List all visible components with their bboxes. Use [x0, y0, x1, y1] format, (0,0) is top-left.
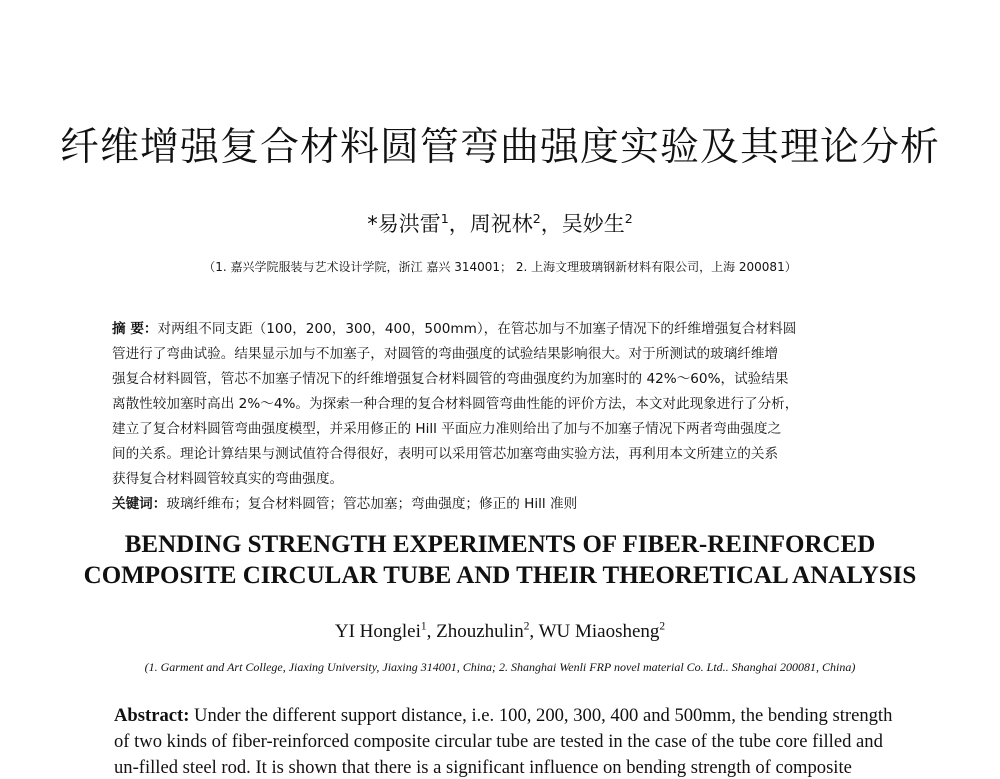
author-cn-2-affil: 2	[532, 211, 541, 226]
author-cn-1-affil: 1	[440, 211, 449, 226]
abstract-cn-line: 建立了复合材料圆管弯曲强度模型，并采用修正的 Hill 平面应力准则给出了加与不加塞子情况下两者弯曲强度之	[112, 421, 782, 437]
author-en-3: WU Miaosheng	[538, 621, 660, 642]
corresponding-mark: *	[367, 212, 378, 236]
abstract-cn-line: 离散性较加塞时高出 2%～4%。为探索一种合理的复合材料圆管弯曲性能的评价方法，本文对此现象进行了分析，	[112, 396, 799, 412]
abstract-en-label: Abstract:	[114, 705, 190, 726]
abstract-en-line: of two kinds of fiber-reinforced composite circular tube are tested in the case of the tube core filled and	[114, 731, 883, 752]
affiliation-cn: （1. 嘉兴学院服装与艺术设计学院，浙江 嘉兴 314001； 2. 上海文理玻璃钢新材料有限公司，上海 200081）	[203, 260, 797, 274]
abstract-en-line	[114, 705, 892, 727]
author-en-2-affil: 2	[523, 620, 530, 633]
author-en-3-affil: 2	[659, 620, 666, 633]
abstract-cn-line	[112, 317, 796, 337]
paper-title-cn: 纤维增强复合材料圆管弯曲强度实验及其理论分析	[59, 125, 940, 170]
author-separator: ,	[529, 621, 539, 642]
keywords-cn-label: 关键词：	[112, 496, 167, 512]
abstract-en-line: un-filled steel rod. It is shown that there is a significant influence on bending strength of composite	[114, 757, 852, 778]
abstract-cn-line: 间的关系。理论计算结果与测试值符合得很好，表明可以采用管芯加塞弯曲实验方法，再利用本文所建立的关系	[112, 446, 779, 462]
author-separator: ,	[426, 621, 437, 642]
paper-title-en-line-2: COMPOSITE CIRCULAR TUBE AND THEIR THEORETICAL ANALYSIS	[83, 562, 917, 589]
author-cn-1: 易洪雷	[377, 212, 441, 236]
abstract-cn-line: 获得复合材料圆管较真实的弯曲强度。	[112, 471, 344, 487]
authors-en	[0, 621, 1000, 643]
abstract-cn-line: 管进行了弯曲试验。结果显示加与不加塞子，对圆管的弯曲强度的试验结果影响很大。对于所测试的玻璃纤维增	[112, 346, 779, 362]
abstract-en-text: Under the different support distance, i.e. 100, 200, 300, 400 and 500mm, the bending strength	[189, 705, 893, 726]
abstract-cn-text: 对两组不同支距（100，200，300，400，500mm），在管芯加与不加塞子情况下的纤维增强复合材料圆	[157, 321, 797, 337]
author-en-1-affil: 1	[420, 620, 427, 633]
author-separator: ，	[540, 212, 562, 236]
author-cn-3: 吴妙生	[561, 212, 625, 236]
keywords-cn	[112, 492, 577, 512]
affiliation-en: (1. Garment and Art College, Jiaxing University, Jiaxing 314001, China; 2. Shanghai Wenli FRP novel material Co. Ltd.. Shanghai 200081, China)	[144, 660, 856, 674]
keywords-cn-text: 玻璃纤维布；复合材料圆管；管芯加塞；弯曲强度；修正的 Hill 准则	[166, 496, 578, 512]
author-separator: ，	[448, 212, 470, 236]
author-en-1: YI Honglei	[334, 621, 421, 642]
author-en-2: Zhouzhulin	[436, 621, 524, 642]
authors-cn	[0, 208, 1000, 238]
author-cn-3-affil: 2	[624, 211, 633, 226]
abstract-cn-line: 强复合材料圆管，管芯不加塞子情况下的纤维增强复合材料圆管的弯曲强度约为加塞时的 42%～60%，试验结果	[112, 371, 789, 387]
abstract-cn-label: 摘 要：	[112, 321, 158, 337]
author-cn-2: 周祝林	[469, 212, 533, 236]
paper-title-en-line-1: BENDING STRENGTH EXPERIMENTS OF FIBER-REINFORCED	[124, 531, 876, 558]
